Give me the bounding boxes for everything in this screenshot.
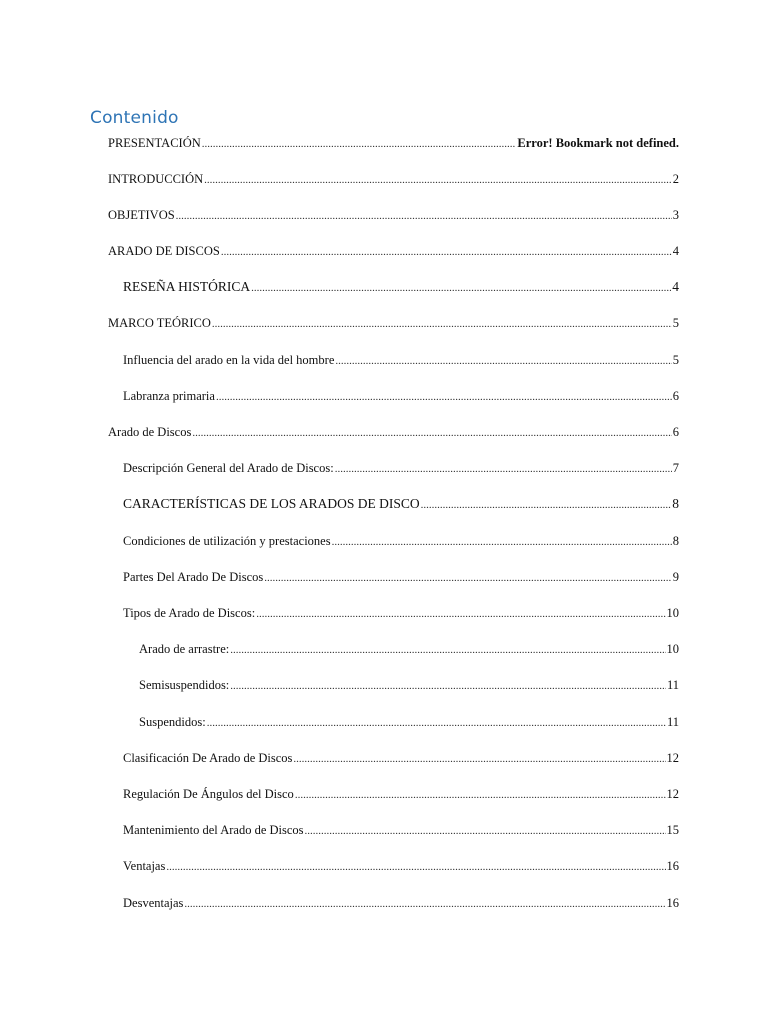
toc-entry-label: Regulación De Ángulos del Disco [123, 787, 294, 801]
toc-entry[interactable] [123, 279, 679, 295]
toc-entry-page: Error! Bookmark not defined. [517, 136, 679, 150]
toc-entry-page: 10 [666, 642, 679, 656]
toc-entry-label: Partes Del Arado De Discos [123, 570, 264, 584]
toc-entry-page: 3 [672, 208, 679, 222]
toc-entry-label: Influencia del arado en la vida del hombre [123, 353, 335, 367]
toc-entry-label: Clasificación De Arado de Discos [123, 751, 293, 765]
toc-entry[interactable] [123, 352, 679, 368]
toc-dot-leader [230, 642, 665, 658]
toc-entry-label: OBJETIVOS [108, 208, 175, 222]
toc-dot-leader [184, 896, 665, 912]
toc-entry-label: PRESENTACIÓN [108, 136, 201, 150]
toc-entry[interactable] [139, 677, 679, 693]
toc-heading: Contenido [90, 108, 179, 128]
toc-entry-page: 5 [672, 316, 679, 330]
toc-entry-page: 12 [666, 751, 679, 765]
toc-entry-page: 16 [666, 859, 679, 873]
toc-entry-label: Condiciones de utilización y prestaciones [123, 534, 331, 548]
toc-dot-leader [335, 461, 672, 477]
toc-dot-leader [332, 534, 672, 550]
toc-entry-page: 15 [666, 823, 679, 837]
toc-entry-label: Desventajas [123, 896, 184, 910]
toc-entry-label: RESEÑA HISTÓRICA [123, 279, 251, 294]
toc-entry[interactable] [139, 641, 679, 657]
toc-entry-page: 6 [672, 389, 679, 403]
toc-entry[interactable] [108, 207, 679, 223]
toc-entry[interactable] [123, 388, 679, 404]
toc-entry-label: Labranza primaria [123, 389, 215, 403]
toc-dot-leader [216, 389, 672, 405]
toc-entry-label: Descripción General del Arado de Discos: [123, 461, 334, 475]
toc-entry-page: 7 [672, 461, 679, 475]
toc-dot-leader [221, 244, 672, 260]
toc-entry-label: Arado de arrastre: [139, 642, 230, 656]
toc-dot-leader [207, 715, 666, 731]
toc-entry[interactable] [123, 895, 679, 911]
toc-dot-leader [305, 823, 666, 839]
toc-entry-page: 11 [666, 678, 679, 692]
toc-dot-leader [212, 316, 672, 332]
toc-entry-label: Suspendidos: [139, 715, 206, 729]
toc-dot-leader [421, 497, 672, 513]
toc-entry-label: Ventajas [123, 859, 166, 873]
toc-entry[interactable] [108, 171, 679, 187]
toc-dot-leader [251, 280, 671, 296]
toc-entry[interactable] [108, 135, 679, 151]
toc-entry-page: 2 [672, 172, 679, 186]
toc-entry[interactable] [108, 315, 679, 331]
toc-entry[interactable] [123, 533, 679, 549]
toc-entry[interactable] [108, 243, 679, 259]
toc-entry-label: Arado de Discos [108, 425, 192, 439]
toc-entry-label: Mantenimiento del Arado de Discos [123, 823, 304, 837]
toc-entry-label: Tipos de Arado de Discos: [123, 606, 256, 620]
toc-dot-leader [202, 136, 517, 152]
toc-entry[interactable] [123, 496, 679, 512]
toc-dot-leader [293, 751, 665, 767]
toc-entry-page: 4 [672, 279, 679, 294]
toc-entry-label: CARACTERÍSTICAS DE LOS ARADOS DE DISCO [123, 496, 420, 511]
toc-entry[interactable] [123, 569, 679, 585]
toc-entry-label: ARADO DE DISCOS [108, 244, 220, 258]
toc-dot-leader [204, 172, 672, 188]
toc-entry[interactable] [108, 424, 679, 440]
toc-entry-page: 11 [666, 715, 679, 729]
toc-entry[interactable] [123, 858, 679, 874]
toc-dot-leader [192, 425, 671, 441]
toc-entry-label: MARCO TEÓRICO [108, 316, 211, 330]
toc-entry-page: 5 [672, 353, 679, 367]
toc-entry-label: INTRODUCCIÓN [108, 172, 204, 186]
toc-entry[interactable] [139, 714, 679, 730]
toc-entry-page: 9 [672, 570, 679, 584]
toc-entry[interactable] [123, 786, 679, 802]
toc-entry-label: Semisuspendidos: [139, 678, 230, 692]
toc-entry-page: 12 [666, 787, 679, 801]
toc-dot-leader [264, 570, 672, 586]
toc-entry-page: 6 [672, 425, 679, 439]
toc-dot-leader [256, 606, 665, 622]
toc-dot-leader [295, 787, 666, 803]
toc-entry-page: 8 [672, 534, 679, 548]
toc-dot-leader [166, 859, 665, 875]
toc-dot-leader [176, 208, 672, 224]
toc-entry[interactable] [123, 822, 679, 838]
toc-entry-page: 16 [666, 896, 679, 910]
toc-dot-leader [335, 353, 671, 369]
toc-entry-page: 4 [672, 244, 679, 258]
toc-entry-page: 8 [672, 496, 679, 511]
toc-entry-page: 10 [666, 606, 679, 620]
toc-entry[interactable] [123, 605, 679, 621]
toc-entry[interactable] [123, 460, 679, 476]
toc-dot-leader [230, 678, 666, 694]
toc-entry[interactable] [123, 750, 679, 766]
